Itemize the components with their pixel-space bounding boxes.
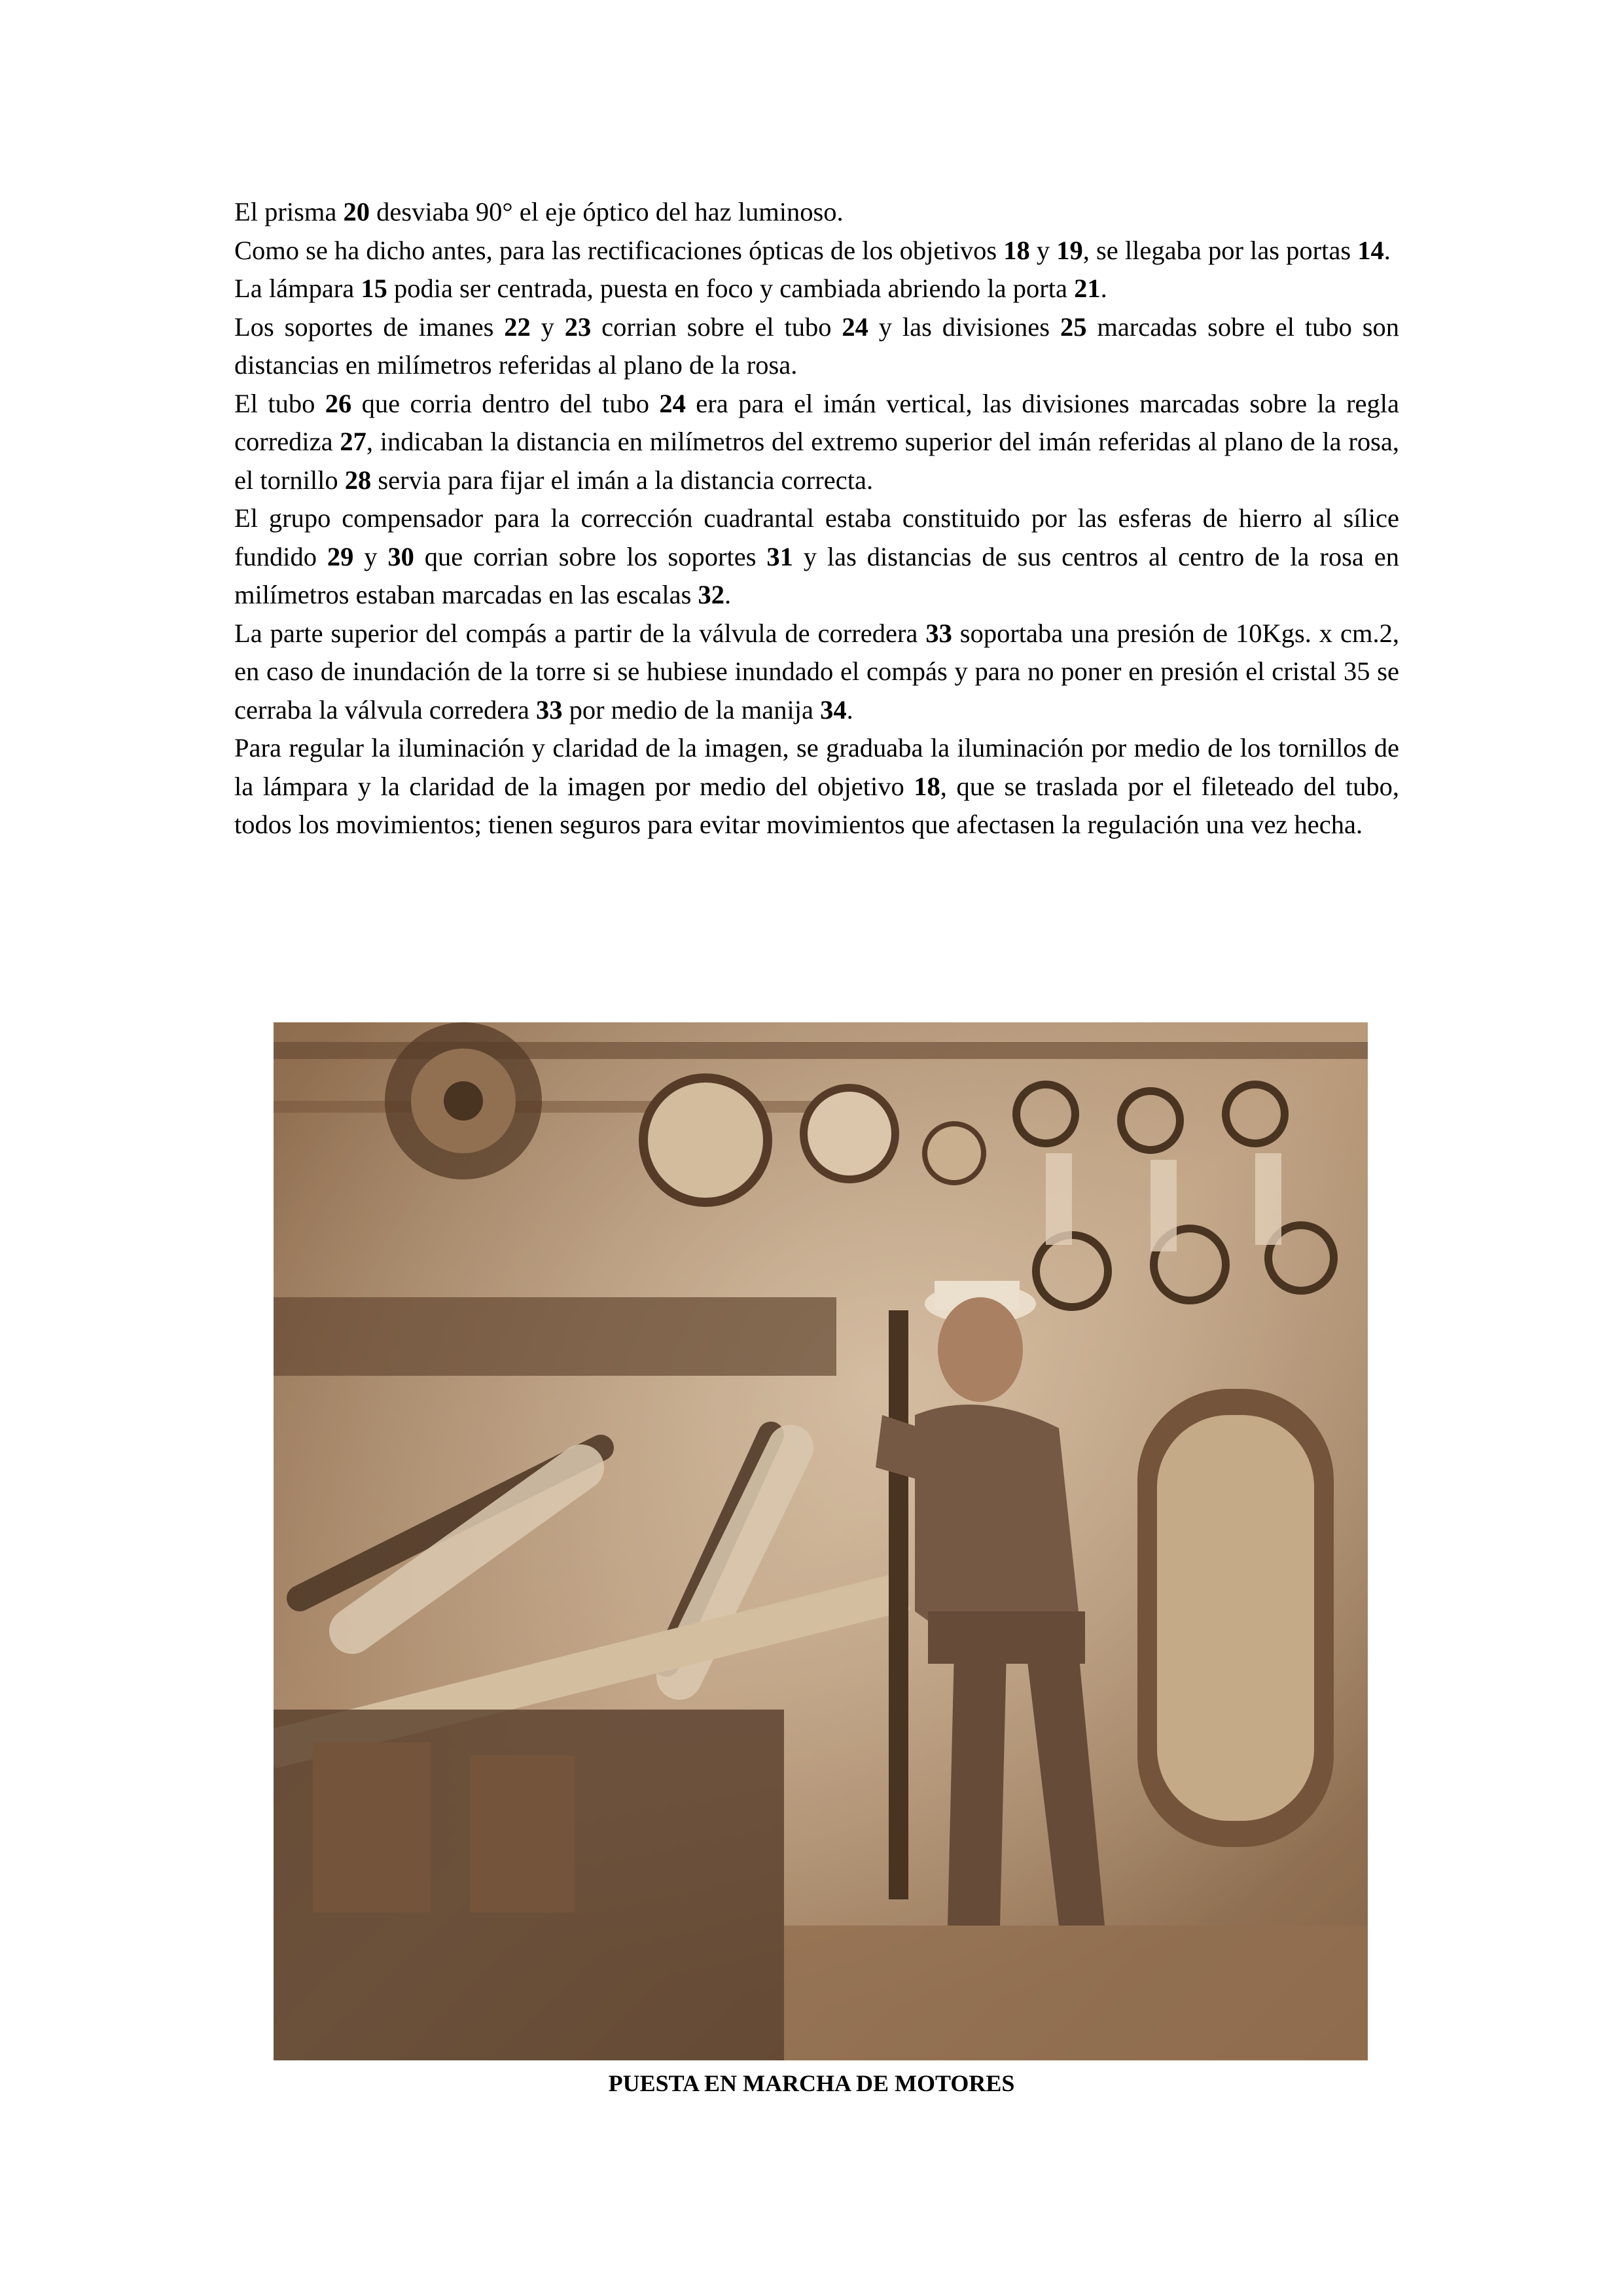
reference-number: 33 [535, 694, 563, 725]
text-run: El prisma [234, 197, 344, 226]
paragraph [234, 232, 1399, 270]
reference-number: 32 [698, 580, 724, 609]
text-run: corrian sobre el tubo [591, 312, 842, 342]
paragraph [234, 499, 1399, 615]
paragraph [234, 270, 1399, 308]
text-run: y [353, 541, 388, 571]
text-run: Para regular la iluminación y claridad de la imagen, se graduaba la iluminación por medio de los tornillos de la lámpara y la claridad de la imagen por medio del objetivo [234, 733, 1399, 801]
text-run: era para el imán vertical, las divisiones marcadas sobre la regla corrediza [234, 388, 1400, 456]
reference-number: 14 [1357, 235, 1384, 265]
reference-number: 21 [1074, 274, 1101, 303]
reference-number: 18 [1003, 235, 1030, 265]
engine-room-photo [274, 1022, 1368, 2060]
reference-number: 19 [1056, 235, 1083, 265]
reference-number: 34 [820, 694, 847, 725]
text-run: , que se traslada por el fileteado del tubo, todos los movimientos; tienen seguros para evitar movimientos que afectasen la regulación una vez hecha. [234, 771, 1399, 839]
text-run: . [846, 694, 853, 725]
text-run: marcadas sobre el tubo son distancias en milímetros referidas al plano de la rosa. [234, 312, 1400, 380]
text-run: Como se ha dicho antes, para las rectificaciones ópticas de los objetivos [234, 235, 1004, 265]
reference-number: 22 [504, 312, 531, 342]
photo-illustration [274, 1022, 1368, 2060]
text-run: . [1100, 274, 1107, 303]
text-run: que corrian sobre los soportes [414, 541, 767, 571]
paragraph [234, 729, 1399, 844]
text-run: que corria dentro del tubo [351, 388, 660, 418]
text-run: . [1383, 235, 1391, 265]
text-run: La parte superior del compás a partir de la válvula de corredera [234, 618, 926, 648]
reference-number: 30 [387, 541, 414, 571]
reference-number: 24 [659, 388, 686, 418]
reference-number: 24 [842, 312, 868, 342]
text-run: Los soportes de imanes [234, 312, 505, 342]
text-run: y [1029, 235, 1057, 265]
reference-number: 25 [1060, 312, 1087, 342]
reference-number: 31 [766, 541, 793, 571]
text-run: soportaba una presión de 10Kgs. x cm.2, en caso de inundación de la torre si se hubiese inundado el compás y para no poner en presión el cristal 35 se cerraba la válvula corredera [234, 618, 1399, 725]
reference-number: 33 [925, 618, 952, 648]
reference-number: 18 [914, 771, 940, 801]
paragraph [234, 308, 1399, 385]
text-run: . [724, 580, 732, 609]
text-run: El tubo [234, 388, 325, 418]
text-run: servia para fijar el imán a la distancia correcta. [371, 465, 874, 495]
reference-number: 26 [325, 388, 352, 418]
body-text [234, 193, 1399, 844]
text-run: , se llegaba por las portas [1082, 235, 1358, 265]
text-run: La lámpara [234, 274, 361, 303]
text-run: y [530, 312, 565, 342]
paragraph [234, 385, 1399, 500]
text-run: podia ser centrada, puesta en foco y cambiada abriendo la porta [387, 274, 1075, 303]
reference-number: 15 [361, 274, 387, 303]
reference-number: 23 [564, 312, 592, 342]
reference-number: 29 [327, 541, 354, 571]
text-run: y las divisiones [868, 312, 1060, 342]
text-run: por medio de la manija [562, 694, 821, 725]
text-run: , indicaban la distancia en milímetros del extremo superior del imán referidas al plano de la rosa, el tornillo [234, 427, 1399, 495]
paragraph [234, 193, 1399, 232]
text-run: El grupo compensador para la corrección cuadrantal estaba constituido por las esferas de hierro al sílice fundido [234, 503, 1399, 571]
reference-number: 27 [340, 427, 366, 456]
text-run: y las distancias de sus centros al centro de la rosa en milímetros estaban marcadas en las escalas [234, 541, 1399, 609]
photo-caption: PUESTA EN MARCHA DE MOTORES [608, 2070, 1015, 2096]
reference-number: 20 [343, 197, 370, 226]
reference-number: 28 [344, 465, 372, 495]
paragraph [234, 615, 1399, 730]
text-run: desviaba 90° el eje óptico del haz luminoso. [369, 197, 844, 226]
